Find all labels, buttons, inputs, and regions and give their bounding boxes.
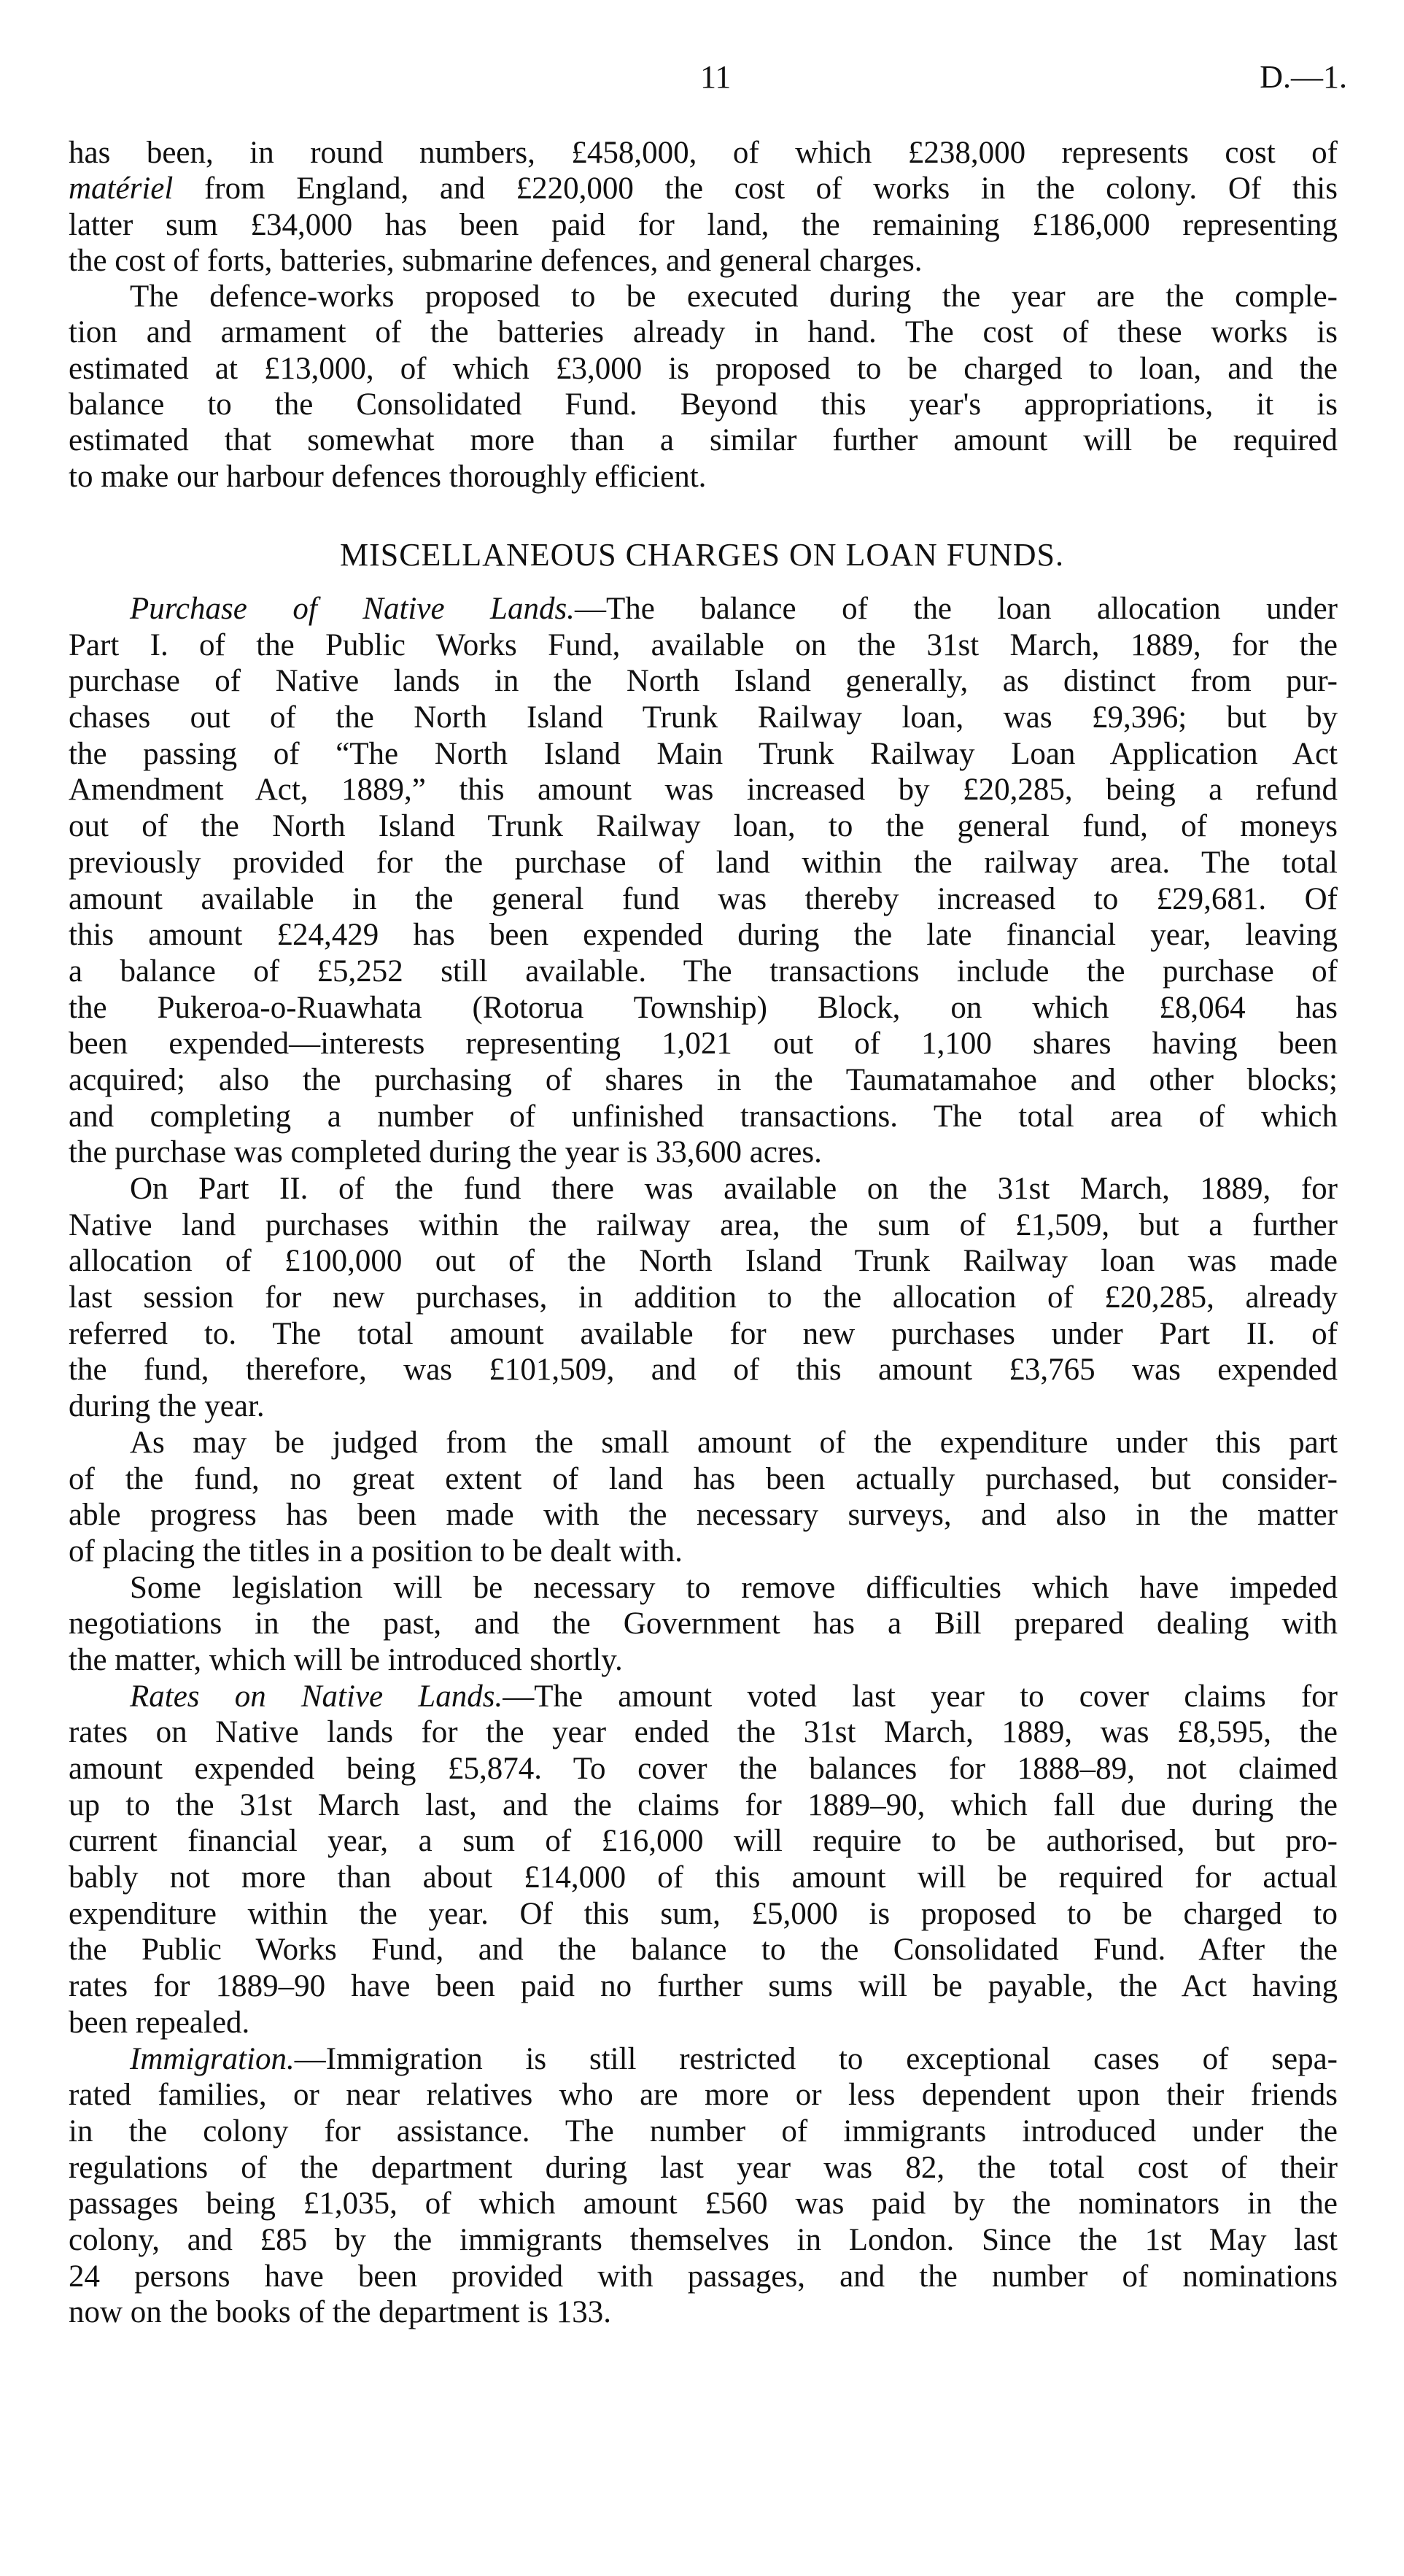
- text-line: amount expended being £5,874. To cover the balances for 1888–89, not claimed: [69, 1752, 1338, 1786]
- text-line: Native land purchases within the railway area, the sum of £1,509, but a further: [69, 1207, 1338, 1242]
- paragraph: [69, 2041, 1338, 2332]
- text-line: The defence-works proposed to be executed during the year are the comple-: [130, 279, 1338, 314]
- text-line: balance to the Consolidated Fund. Beyond this year's appropriations, it is: [69, 387, 1338, 422]
- text-line: this amount £24,429 has been expended during the late financial year, leaving: [69, 918, 1338, 953]
- text-line: passages being £1,035, of which amount £560 was paid by the nominators in the: [69, 2186, 1338, 2221]
- paragraph: [69, 1425, 1338, 1570]
- text-line: As may be judged from the small amount of the expenditure under this part: [130, 1425, 1338, 1460]
- text-line: Amendment Act, 1889,” this amount was increased by £20,285, being a refund: [69, 773, 1338, 808]
- italic-lead: Rates on Native Lands.: [130, 1679, 503, 1714]
- text-line: the purchase was completed during the year is 33,600 acres.: [69, 1135, 822, 1170]
- paragraph: [69, 1570, 1338, 1679]
- text-line: of placing the titles in a position to be dealt with.: [69, 1533, 683, 1569]
- text-line: the cost of forts, batteries, submarine defences, and general charges.: [69, 243, 923, 278]
- page-number: 11: [700, 59, 732, 95]
- text-line: rated families, or near relatives who are more or less dependent upon their friends: [69, 2078, 1338, 2113]
- text-line: out of the North Island Trunk Railway loan, to the general fund, of moneys: [69, 809, 1338, 844]
- text-line: chases out of the North Island Trunk Railway loan, was £9,396; but by: [69, 700, 1338, 735]
- text-line: during the year.: [69, 1389, 265, 1424]
- italic-lead: Immigration.: [130, 2041, 295, 2076]
- text-line: been expended—interests representing 1,021 out of 1,100 shares having been: [69, 1026, 1338, 1061]
- text-line: regulations of the department during last year was 82, the total cost of their: [69, 2150, 1338, 2185]
- text-line: colony, and £85 by the immigrants themselves in London. Since the 1st May last: [69, 2222, 1338, 2257]
- paragraph: [69, 1171, 1338, 1425]
- text-line: Rates on Native Lands.—The amount voted last year to cover claims for: [130, 1679, 1338, 1714]
- text-line: the Public Works Fund, and the balance to the Consolidated Fund. After the: [69, 1933, 1338, 1968]
- text-line: has been, in round numbers, £458,000, of which £238,000 represents cost of: [69, 136, 1338, 170]
- text-line: latter sum £34,000 has been paid for land, the remaining £186,000 representing: [69, 207, 1338, 242]
- text-line: a balance of £5,252 still available. The transactions include the purchase of: [69, 954, 1338, 989]
- document-reference: D.—1.: [1260, 59, 1347, 95]
- section-heading: MISCELLANEOUS CHARGES ON LOAN FUNDS.: [339, 537, 1065, 573]
- text-line: bably not more than about £14,000 of this amount will be required for actual: [69, 1860, 1338, 1895]
- text-line: of the fund, no great extent of land has been actually purchased, but consider-: [69, 1461, 1338, 1496]
- defence-works-text: [69, 135, 1338, 495]
- text-line: allocation of £100,000 out of the North Island Trunk Railway loan was made: [69, 1244, 1338, 1279]
- text-line: now on the books of the department is 133.: [69, 2295, 612, 2330]
- text-line: and completing a number of unfinished transactions. The total area of which: [69, 1099, 1338, 1134]
- paragraph: [69, 135, 1338, 279]
- text-line: matériel from England, and £220,000 the cost of works in the colony. Of this: [69, 171, 1338, 206]
- paragraph: [69, 591, 1338, 1171]
- text-line: to make our harbour defences thoroughly efficient.: [69, 459, 707, 494]
- text-line: 24 persons have been provided with passages, and the number of nominations: [69, 2259, 1338, 2294]
- italic-lead: matériel: [69, 171, 174, 206]
- loan-charges-text: [69, 591, 1338, 2331]
- text-line: in the colony for assistance. The number of immigrants introduced under the: [69, 2113, 1338, 2148]
- text-line: current financial year, a sum of £16,000 will require to be authorised, but pro-: [69, 1824, 1338, 1859]
- text-line: Part I. of the Public Works Fund, available on the 31st March, 1889, for the: [69, 627, 1338, 662]
- text-line: acquired; also the purchasing of shares in the Taumatamahoe and other blocks;: [69, 1062, 1338, 1097]
- text-line: been repealed.: [69, 2005, 250, 2040]
- text-line: Purchase of Native Lands.—The balance of the loan allocation under: [130, 592, 1338, 626]
- text-line: Some legislation will be necessary to remove difficulties which have impeded: [130, 1570, 1338, 1605]
- text-line: rates on Native lands for the year ended the 31st March, 1889, was £8,595, the: [69, 1715, 1338, 1750]
- text-line: previously provided for the purchase of land within the railway area. The total: [69, 845, 1338, 880]
- text-line: last session for new purchases, in addition to the allocation of £20,285, already: [69, 1280, 1338, 1315]
- italic-lead: Purchase of Native Lands.: [130, 592, 575, 626]
- text-line: estimated at £13,000, of which £3,000 is proposed to be charged to loan, and the: [69, 351, 1338, 386]
- text-line: referred to. The total amount available for new purchases under Part II. of: [69, 1316, 1338, 1351]
- text-line: On Part II. of the fund there was available on the 31st March, 1889, for: [130, 1172, 1338, 1206]
- text-line: estimated that somewhat more than a similar further amount will be required: [69, 423, 1338, 458]
- text-line: able progress has been made with the necessary surveys, and also in the matter: [69, 1498, 1338, 1533]
- paragraph: [69, 279, 1338, 495]
- text-line: expenditure within the year. Of this sum, £5,000 is proposed to be charged to: [69, 1896, 1338, 1931]
- text-line: tion and armament of the batteries already in hand. The cost of these works is: [69, 315, 1338, 350]
- text-line: Immigration.—Immigration is still restricted to exceptional cases of sepa-: [130, 2041, 1338, 2076]
- text-line: the fund, therefore, was £101,509, and of this amount £3,765 was expended: [69, 1353, 1338, 1388]
- text-line: the passing of “The North Island Main Trunk Railway Loan Application Act: [69, 736, 1338, 771]
- text-line: purchase of Native lands in the North Island generally, as distinct from pur-: [69, 664, 1338, 699]
- text-line: the matter, which will be introduced shortly.: [69, 1642, 623, 1677]
- text-line: amount available in the general fund was thereby increased to £29,681. Of: [69, 881, 1338, 916]
- paragraph: [69, 1679, 1338, 2041]
- text-line: the Pukeroa-o-Ruawhata (Rotorua Township) Block, on which £8,064 has: [69, 990, 1338, 1025]
- text-line: up to the 31st March last, and the claims for 1889–90, which fall due during the: [69, 1787, 1338, 1822]
- text-line: rates for 1889–90 have been paid no further sums will be payable, the Act having: [69, 1969, 1338, 2004]
- text-line: negotiations in the past, and the Government has a Bill prepared dealing with: [69, 1606, 1338, 1641]
